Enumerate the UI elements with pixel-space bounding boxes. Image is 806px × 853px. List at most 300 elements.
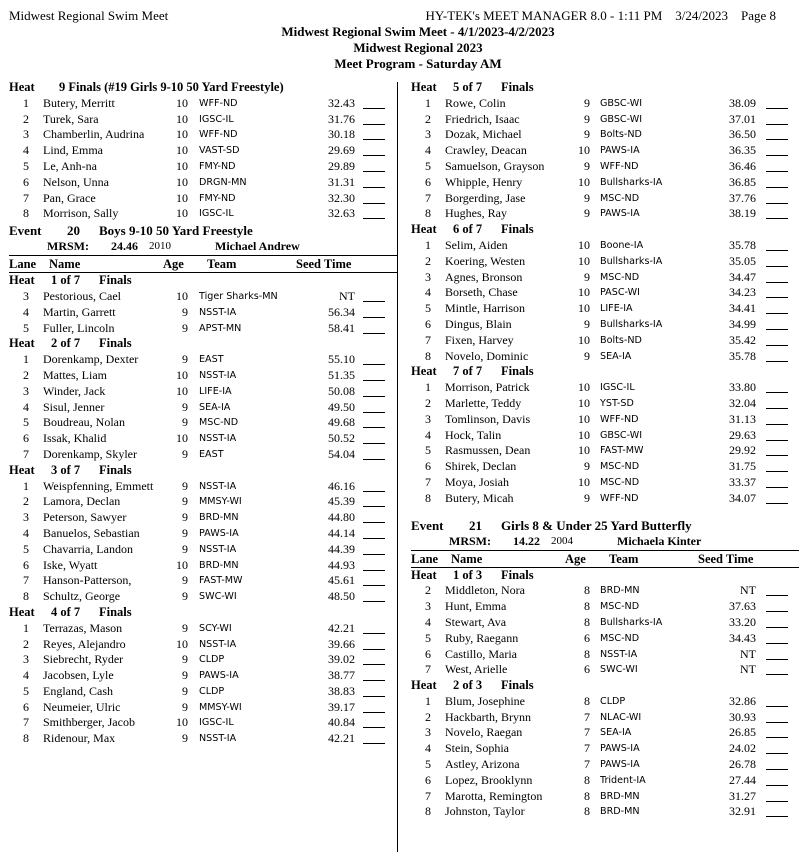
swimmer-age: 8 [584, 693, 590, 708]
result-blank-line [766, 487, 788, 488]
seed-time: NT [740, 583, 756, 598]
swimmer-row [411, 333, 799, 349]
swimmer-team: NSST-IA [600, 648, 638, 660]
swimmer-name: Dorenkamp, Skyler [43, 446, 137, 461]
swimmer-row [411, 380, 799, 396]
seed-time: 38.09 [729, 95, 756, 110]
swimmer-name: Marotta, Remington [445, 788, 543, 803]
swimmer-age: 10 [176, 206, 188, 221]
lane-number: 5 [23, 158, 29, 173]
seed-time: 34.23 [729, 285, 756, 300]
swimmer-name: Hanson-Patterson, [43, 573, 132, 588]
swimmer-row [9, 206, 397, 222]
lane-number: 4 [425, 285, 431, 300]
swimmer-team: PASC-WI [600, 287, 640, 299]
swimmer-row [9, 589, 397, 605]
swimmer-age: 6 [584, 630, 590, 645]
result-blank-line [363, 412, 385, 413]
seed-time: 35.42 [729, 332, 756, 347]
result-blank-line [766, 627, 788, 628]
result-blank-line [766, 124, 788, 125]
swimmer-row [411, 412, 799, 428]
swimmer-age: 8 [584, 788, 590, 803]
swimmer-team: PAWS-IA [199, 670, 239, 682]
heat-label: Heat [9, 80, 35, 94]
swimmer-name: Schultz, George [43, 589, 121, 604]
swimmer-age: 9 [182, 731, 188, 746]
swimmer-name: Morrison, Sally [43, 206, 119, 221]
seed-time: NT [740, 662, 756, 677]
swimmer-name: Pan, Grace [43, 190, 96, 205]
swimmer-name: Terrazas, Mason [43, 620, 123, 635]
swimmer-team: Trident-IA [600, 774, 646, 786]
swimmer-name: Crawley, Deacan [445, 143, 527, 158]
swimmer-name: Boudreau, Nolan [43, 415, 125, 430]
seed-time: 29.69 [328, 143, 355, 158]
seed-time: 37.63 [729, 599, 756, 614]
result-blank-line [766, 643, 788, 644]
swimmer-name: Dozak, Michael [445, 127, 522, 142]
result-blank-line [363, 664, 385, 665]
swimmer-age: 10 [578, 411, 590, 426]
swimmer-age: 9 [182, 525, 188, 540]
result-blank-line [766, 455, 788, 456]
swimmer-row [411, 349, 799, 365]
seed-time: 36.46 [729, 158, 756, 173]
heat-header [411, 678, 799, 694]
swimmer-team: MSC-ND [600, 601, 640, 613]
seed-time: 33.20 [729, 614, 756, 629]
swimmer-name: Mintle, Harrison [445, 301, 525, 316]
swimmer-name: Chamberlin, Audrina [43, 127, 145, 142]
heat-number: 4 of 7 [51, 604, 81, 619]
result-blank-line [363, 633, 385, 634]
seed-time: 37.01 [729, 111, 756, 126]
swimmer-age: 7 [584, 709, 590, 724]
lane-number: 5 [425, 757, 431, 772]
swimmer-name: Iske, Wyatt [43, 557, 98, 572]
swimmer-row [9, 112, 397, 128]
swimmer-row [9, 321, 397, 337]
swimmer-team: CLDP [199, 654, 225, 666]
swimmer-team: BRD-MN [199, 559, 239, 571]
heat-number: 3 of 7 [51, 462, 81, 477]
swimmer-name: Johnston, Taylor [445, 804, 525, 819]
seed-time: 32.04 [729, 395, 756, 410]
result-blank-line [766, 471, 788, 472]
lane-number: 4 [425, 427, 431, 442]
swimmer-team: MSC-ND [199, 417, 239, 429]
result-blank-line [766, 674, 788, 675]
lane-number: 8 [23, 731, 29, 746]
swimmer-name: Martin, Garrett [43, 304, 116, 319]
swimmer-age: 10 [578, 285, 590, 300]
seed-time: 54.04 [328, 446, 355, 461]
swimmer-age: 9 [584, 490, 590, 505]
result-blank-line [363, 108, 385, 109]
lane-number: 4 [23, 143, 29, 158]
swimmer-row [411, 615, 799, 631]
swimmer-row [411, 599, 799, 615]
swimmer-age: 9 [182, 320, 188, 335]
seed-time: 31.13 [729, 411, 756, 426]
heat-label: Heat [9, 604, 35, 619]
swimmer-name: Sisul, Jenner [43, 399, 105, 414]
seed-time: 34.43 [729, 630, 756, 645]
swimmer-team: PAWS-IA [600, 208, 640, 220]
swimmer-row [9, 573, 397, 589]
swimmer-name: Smithberger, Jacob [43, 715, 135, 730]
header-team: Team [609, 551, 639, 566]
heat-header [9, 463, 397, 479]
lane-number: 7 [23, 573, 29, 588]
lane-number: 7 [425, 788, 431, 803]
seed-time: 48.50 [328, 589, 355, 604]
seed-time: 36.50 [729, 127, 756, 142]
result-blank-line [766, 297, 788, 298]
swimmer-team: Bullsharks-IA [600, 318, 663, 330]
swimmer-team: MSC-ND [600, 476, 640, 488]
right-column [411, 80, 799, 820]
result-blank-line [363, 459, 385, 460]
lane-number: 3 [23, 652, 29, 667]
swimmer-name: Borseth, Chase [445, 285, 518, 300]
swimmer-age: 7 [584, 757, 590, 772]
lane-number: 5 [425, 158, 431, 173]
lane-number: 3 [425, 725, 431, 740]
swimmer-row [411, 459, 799, 475]
heat-number: 6 of 7 [453, 222, 483, 237]
swimmer-age: 9 [584, 316, 590, 331]
seed-time: 34.47 [729, 269, 756, 284]
swimmer-row [9, 684, 397, 700]
header-age: Age [163, 257, 184, 272]
swimmer-team: NSST-IA [199, 369, 237, 381]
swimmer-age: 7 [584, 741, 590, 756]
lane-number: 3 [425, 269, 431, 284]
lane-number: 2 [23, 367, 29, 382]
swimmer-age: 9 [182, 541, 188, 556]
event-number: 21 [469, 517, 482, 533]
result-blank-line [363, 171, 385, 172]
swimmer-row [9, 305, 397, 321]
swimmer-row [411, 301, 799, 317]
meet-record [411, 534, 799, 551]
swimmer-team: SEA-IA [600, 727, 632, 739]
lane-number: 3 [425, 599, 431, 614]
header-name: Name [451, 551, 483, 566]
swimmer-row [411, 725, 799, 741]
swimmer-team: MSC-ND [600, 271, 640, 283]
swimmer-name: Hunt, Emma [445, 599, 507, 614]
swimmer-team: WFF-ND [600, 413, 639, 425]
lane-number: 2 [425, 583, 431, 598]
result-blank-line [766, 155, 788, 156]
swimmer-row [9, 510, 397, 526]
swimmer-name: Rasmussen, Dean [445, 443, 531, 458]
swimmer-team: MMSY-WI [199, 496, 242, 508]
heat-header [9, 605, 397, 621]
swimmer-team: SEA-IA [199, 401, 231, 413]
swimmer-row [411, 710, 799, 726]
seed-time: 39.17 [328, 699, 355, 714]
swimmer-row [411, 143, 799, 159]
swimmer-name: Tomlinson, Davis [445, 411, 531, 426]
swimmer-team: YST-SD [600, 397, 634, 409]
result-blank-line [766, 816, 788, 817]
swimmer-team: WFF-ND [600, 492, 639, 504]
swimmer-name: Novelo, Dominic [445, 348, 529, 363]
swimmer-age: 10 [176, 715, 188, 730]
lane-number: 4 [23, 525, 29, 540]
lane-number: 4 [23, 304, 29, 319]
heat-header [9, 273, 397, 289]
heat-round: Finals [501, 678, 534, 693]
record-year: 2010 [149, 240, 171, 253]
lane-number: 7 [23, 190, 29, 205]
swimmer-team: Bullsharks-IA [600, 616, 663, 628]
swimmer-name: Ruby, Raegann [445, 630, 519, 645]
swimmer-age: 9 [182, 352, 188, 367]
swimmer-team: NSST-IA [199, 306, 237, 318]
result-blank-line [766, 266, 788, 267]
heat-label: Heat [9, 273, 35, 288]
result-blank-line [766, 753, 788, 754]
record-holder: Michaela Kinter [617, 533, 702, 548]
swimmer-team: BRD-MN [600, 790, 640, 802]
swimmer-row [411, 127, 799, 143]
seed-time: 39.66 [328, 636, 355, 651]
result-blank-line [766, 769, 788, 770]
swimmer-team: FMY-ND [199, 192, 236, 204]
seed-time: 31.27 [729, 788, 756, 803]
swimmer-row [9, 637, 397, 653]
lane-number: 5 [425, 443, 431, 458]
swimmer-row [9, 352, 397, 368]
seed-time: 37.76 [729, 190, 756, 205]
swimmer-name: Neumeier, Ulric [43, 699, 121, 714]
lane-number: 8 [23, 589, 29, 604]
swimmer-age: 8 [584, 646, 590, 661]
left-column [9, 80, 397, 747]
swimmer-age: 10 [176, 636, 188, 651]
swimmer-team: GBSC-WI [600, 113, 643, 125]
swimmer-name: Reyes, Alejandro [43, 636, 126, 651]
swimmer-team: Bullsharks-IA [600, 255, 663, 267]
seed-time: 33.80 [729, 380, 756, 395]
result-blank-line [363, 396, 385, 397]
swimmer-row [9, 175, 397, 191]
swimmer-team: BRD-MN [600, 806, 640, 818]
lane-number: 3 [425, 127, 431, 142]
swimmer-team: NSST-IA [199, 543, 237, 555]
result-blank-line [766, 171, 788, 172]
lane-number: 1 [425, 693, 431, 708]
swimmer-name: Fuller, Lincoln [43, 320, 115, 335]
seed-time: 35.78 [729, 348, 756, 363]
swimmer-team: GBSC-WI [600, 429, 643, 441]
swimmer-age: 9 [182, 446, 188, 461]
seed-time: 45.39 [328, 494, 355, 509]
lane-number: 8 [425, 206, 431, 221]
swimmer-row [9, 715, 397, 731]
lane-number: 5 [23, 415, 29, 430]
swimmer-team: FMY-ND [199, 160, 236, 172]
swimmer-team: NSST-IA [199, 480, 237, 492]
swimmer-name: Lopez, Brooklynn [445, 772, 533, 787]
seed-time: 32.63 [328, 206, 355, 221]
result-blank-line [363, 218, 385, 219]
result-blank-line [363, 364, 385, 365]
lane-number: 1 [425, 237, 431, 252]
result-blank-line [363, 727, 385, 728]
swimmer-team: DRGN-MN [199, 176, 247, 188]
swimmer-team: NLAC-WI [600, 711, 642, 723]
swimmer-age: 9 [584, 190, 590, 205]
swimmer-age: 9 [182, 478, 188, 493]
swimmer-row [9, 191, 397, 207]
swimmer-row [9, 558, 397, 574]
swimmer-age: 8 [584, 772, 590, 787]
lane-number: 2 [425, 253, 431, 268]
heat-round: Finals [501, 364, 534, 379]
seed-time: 38.83 [328, 683, 355, 698]
lane-number: 5 [23, 320, 29, 335]
record-time: 14.22 [513, 533, 540, 548]
swimmer-row [9, 415, 397, 431]
result-blank-line [363, 333, 385, 334]
swimmer-row [411, 741, 799, 757]
swimmer-row [9, 621, 397, 637]
swimmer-age: 10 [176, 111, 188, 126]
seed-time: NT [339, 288, 355, 303]
software-page-info: HY-TEK's MEET MANAGER 8.0 - 1:11 PM 3/24/2023 Page 8 [425, 8, 776, 23]
lane-number: 1 [23, 352, 29, 367]
swimmer-age: 9 [584, 95, 590, 110]
swimmer-team: MSC-ND [600, 632, 640, 644]
swimmer-row [9, 542, 397, 558]
seed-time: 27.44 [729, 772, 756, 787]
seed-time: 44.93 [328, 557, 355, 572]
swimmer-row [411, 175, 799, 191]
result-blank-line [766, 440, 788, 441]
swimmer-age: 10 [176, 557, 188, 572]
result-blank-line [766, 250, 788, 251]
seed-time: 35.05 [729, 253, 756, 268]
swimmer-team: CLDP [600, 695, 626, 707]
swimmer-age: 7 [584, 725, 590, 740]
heat-header [411, 568, 799, 584]
swimmer-team: IGSC-IL [199, 113, 234, 125]
swimmer-row [9, 494, 397, 510]
meet-record [9, 239, 397, 256]
swimmer-age: 9 [182, 668, 188, 683]
seed-time: 29.63 [729, 427, 756, 442]
lane-number: 8 [425, 804, 431, 819]
swimmer-team: IGSC-IL [199, 717, 234, 729]
swimmer-name: Castillo, Maria [445, 646, 517, 661]
lane-number: 8 [23, 206, 29, 221]
swimmer-age: 9 [584, 459, 590, 474]
heat-number: 7 of 7 [453, 364, 483, 379]
result-blank-line [766, 345, 788, 346]
swimmer-team: Bolts-ND [600, 334, 642, 346]
swimmer-team: Boone-IA [600, 239, 644, 251]
seed-time: 24.02 [729, 741, 756, 756]
result-blank-line [363, 601, 385, 602]
result-blank-line [766, 203, 788, 204]
lane-number: 2 [425, 395, 431, 410]
swimmer-age: 9 [182, 573, 188, 588]
swimmer-name: Butery, Merritt [43, 95, 115, 110]
swimmer-age: 10 [176, 288, 188, 303]
seed-time: 36.85 [729, 174, 756, 189]
swimmer-name: Middleton, Nora [445, 583, 525, 598]
seed-time: NT [740, 646, 756, 661]
swimmer-row [411, 583, 799, 599]
swimmer-age: 10 [578, 380, 590, 395]
seed-time: 38.19 [729, 206, 756, 221]
swimmer-age: 10 [176, 367, 188, 382]
result-blank-line [766, 108, 788, 109]
result-blank-line [766, 611, 788, 612]
swimmer-row [9, 143, 397, 159]
column-divider [397, 82, 398, 852]
seed-time: 42.21 [328, 620, 355, 635]
swimmer-age: 10 [578, 301, 590, 316]
swimmer-age: 10 [578, 474, 590, 489]
heat-round: Finals [501, 567, 534, 582]
event-name: Boys 9-10 50 Yard Freestyle [99, 223, 253, 239]
swimmer-age: 8 [584, 583, 590, 598]
swimmer-name: Ridenour, Max [43, 731, 116, 746]
seed-time: 29.92 [729, 443, 756, 458]
swimmer-row [9, 159, 397, 175]
swimmer-name: Dingus, Blain [445, 316, 512, 331]
seed-time: 49.68 [328, 415, 355, 430]
lane-number: 2 [23, 111, 29, 126]
swimmer-name: Hackbarth, Brynn [445, 709, 531, 724]
seed-time: 44.39 [328, 541, 355, 556]
heat-header [411, 80, 799, 96]
swimmer-team: VAST-SD [199, 145, 240, 157]
seed-time: 58.41 [328, 320, 355, 335]
swimmer-name: Jacobsen, Lyle [43, 668, 114, 683]
swimmer-name: Winder, Jack [43, 383, 106, 398]
seed-time: 56.34 [328, 304, 355, 319]
result-blank-line [363, 522, 385, 523]
swimmer-age: 10 [176, 431, 188, 446]
swimmer-age: 6 [584, 662, 590, 677]
seed-time: 34.41 [729, 301, 756, 316]
swimmer-row [411, 475, 799, 491]
result-blank-line [363, 585, 385, 586]
swimmer-team: SEA-IA [600, 350, 632, 362]
seed-time: 30.93 [729, 709, 756, 724]
seed-time: 49.50 [328, 399, 355, 414]
result-blank-line [766, 659, 788, 660]
result-blank-line [766, 785, 788, 786]
swimmer-age: 10 [176, 158, 188, 173]
lane-number: 6 [23, 174, 29, 189]
seed-time: 46.16 [328, 478, 355, 493]
record-time: 24.46 [111, 239, 138, 254]
swimmer-name: Dorenkamp, Dexter [43, 352, 139, 367]
swimmer-age: 10 [176, 143, 188, 158]
seed-time: 26.78 [729, 757, 756, 772]
lane-number: 2 [23, 636, 29, 651]
header-team: Team [207, 257, 237, 272]
